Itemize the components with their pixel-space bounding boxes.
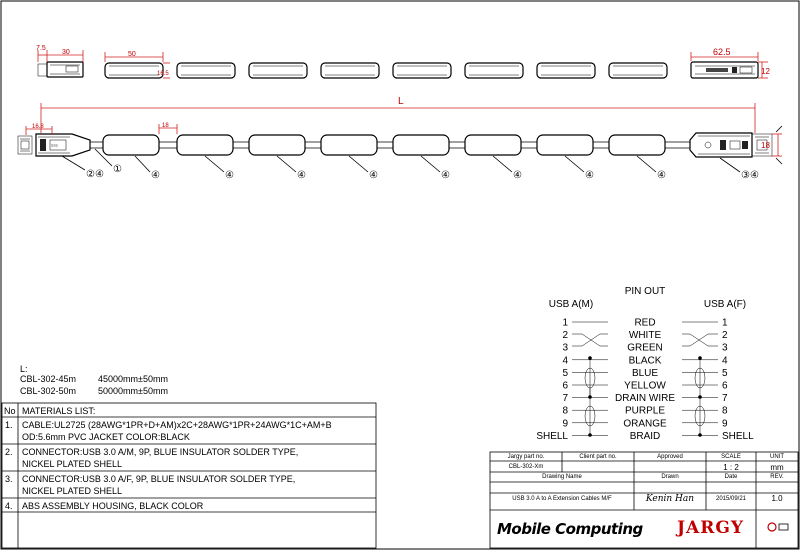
plug-marking: ≡≡≡ (51, 143, 59, 148)
callout-sleeve-3: ④ (297, 170, 306, 181)
top-sleeves (105, 63, 667, 78)
pin-right-label: 4 (722, 355, 728, 367)
pin-signal-label: BRAID (629, 430, 661, 442)
dim-socket-width: 18 (761, 141, 770, 150)
pin-right-label: 8 (722, 405, 728, 417)
tb-date-label: Date (724, 474, 738, 480)
material-1-line1: CABLE:UL2725 (28AWG*1PR+D+AM)x2C+28AWG*1PR+24AWG*1C+AM+B (22, 420, 332, 430)
tb-unit-label: UNIT (770, 454, 784, 460)
dim-plug-length: 7.5 (36, 45, 46, 52)
pin-right-label: 6 (722, 380, 728, 392)
callout-socket: ③④ (741, 170, 759, 181)
tb-unit: mm (770, 463, 784, 472)
pin-signal-label: BLUE (631, 367, 659, 379)
length-label: L: (20, 364, 28, 374)
dim-sleeve-length: 50 (128, 51, 136, 58)
tb-part-no: CBL-302-Xm (508, 464, 544, 470)
material-4-line1: ABS ASSEMBLY HOUSING, BLACK COLOR (22, 501, 204, 511)
tb-drawn-label: Drawn (661, 474, 679, 480)
top-view (36, 45, 770, 78)
material-2-line2: NICKEL PLATED SHELL (22, 459, 123, 469)
pin-right-label: 3 (722, 342, 728, 354)
material-no-3: 3. (5, 474, 13, 484)
pin-right-label: 5 (722, 367, 728, 379)
pin-right-label: 2 (722, 330, 728, 342)
pin-signal-label: WHITE (628, 330, 662, 342)
pinout-left-header: USB A(M) (548, 299, 594, 310)
material-2-line1: CONNECTOR:USB 3.0 A/M, 9P, BLUE INSULATOR SOLDER TYPE, (22, 447, 299, 457)
jargy-mark (768, 523, 788, 531)
pin-signal-label: DRAIN WIRE (615, 393, 675, 405)
pin-left-label: 9 (562, 418, 568, 430)
side-sleeves (103, 135, 665, 155)
logo-jargy: JARGY (677, 518, 745, 538)
top-plug (38, 62, 83, 77)
callout-sleeve-5: ④ (441, 170, 450, 181)
dim-socket-length: 62.5 (713, 47, 731, 57)
tb-date: 2015/09/21 (715, 496, 747, 502)
logo-mobile-computing: Mobile Computing (497, 520, 643, 538)
callout-sleeve-4: ④ (369, 170, 378, 181)
material-no-1: 1. (5, 420, 13, 430)
materials-title: MATERIALS LIST: (22, 406, 96, 416)
pin-signal-label: BLACK (628, 355, 662, 367)
length-table (20, 364, 168, 396)
pin-signal-label: PURPLE (624, 405, 666, 417)
tb-scale: 1 : 2 (723, 463, 739, 472)
length-value-1: 45000mm±50mm (98, 374, 168, 384)
pinout-rows (536, 318, 754, 442)
pinout-diagram (536, 286, 754, 442)
pin-left-label: 6 (562, 380, 568, 392)
dim-cable-length: L (398, 96, 404, 107)
length-model-1: CBL-302-45m (20, 374, 77, 384)
tb-part-no-label: Jargy part no. (507, 454, 545, 460)
callout-sleeve-1: ④ (151, 170, 160, 181)
dim-sleeve-gap: 18 (162, 123, 169, 129)
pin-signal-label: RED (634, 317, 656, 329)
material-1-line2: OD:5.6mm PVC JACKET COLOR:BLACK (22, 432, 190, 442)
pinout-title: PIN OUT (624, 286, 666, 297)
pin-right-label: SHELL (722, 430, 754, 442)
pin-left-label: 1 (562, 317, 568, 329)
tb-drawn-signature: Kenin Han (645, 494, 695, 504)
tb-rev: 1.0 (771, 494, 783, 503)
materials-no-header: No (4, 406, 16, 416)
callout-sleeve-8: ④ (657, 170, 666, 181)
material-3-line2: NICKEL PLATED SHELL (22, 486, 123, 496)
top-socket (691, 62, 758, 78)
dim-plug-width: 16.8 (32, 124, 44, 130)
dim-sleeve-height: 16.5 (157, 71, 169, 77)
callout-cable: ① (113, 164, 122, 175)
pin-signal-label: ORANGE (623, 418, 667, 430)
side-view (18, 96, 782, 181)
callout-sleeve-2: ④ (225, 170, 234, 181)
length-value-2: 50000mm±50mm (98, 386, 168, 396)
side-plug (18, 134, 90, 156)
pin-left-label: 3 (562, 342, 568, 354)
callout-plug: ②④ (86, 169, 104, 180)
materials-table-grid (2, 403, 376, 548)
tb-rev-label: REV. (770, 474, 784, 480)
pinout-right-header: USB A(F) (703, 299, 747, 310)
tb-scale-label: SCALE (721, 454, 741, 460)
tb-drawing-name-label: Drawing Name (542, 474, 582, 480)
dim-plug-body: 30 (62, 49, 70, 56)
pin-right-label: 9 (722, 418, 728, 430)
pin-right-label: 1 (722, 317, 728, 329)
tb-drawing-name: USB 3.0 A to A Extension Cables M/F (512, 496, 612, 502)
pin-left-label: 2 (562, 330, 568, 342)
tb-approved-label: Approved (657, 454, 683, 460)
pin-left-label: 5 (562, 367, 568, 379)
material-3-line1: CONNECTOR:USB 3.0 A/F, 9P, BLUE INSULATOR SOLDER TYPE, (22, 474, 296, 484)
title-block-grid (490, 452, 798, 548)
pin-left-label: SHELL (536, 430, 568, 442)
material-no-2: 2. (5, 447, 13, 457)
callout-sleeve-6: ④ (513, 170, 522, 181)
pin-signal-label: GREEN (627, 342, 663, 354)
pin-left-label: 7 (562, 393, 568, 405)
length-model-2: CBL-302-50m (20, 386, 77, 396)
dim-socket-height: 12 (761, 67, 770, 76)
pin-left-label: 8 (562, 405, 568, 417)
tb-client-part-label: Client part no. (579, 454, 617, 460)
material-no-4: 4. (5, 501, 13, 511)
pin-signal-label: YELLOW (624, 380, 666, 392)
pin-right-label: 7 (722, 393, 728, 405)
callout-sleeve-7: ④ (585, 170, 594, 181)
pin-left-label: 4 (562, 355, 568, 367)
